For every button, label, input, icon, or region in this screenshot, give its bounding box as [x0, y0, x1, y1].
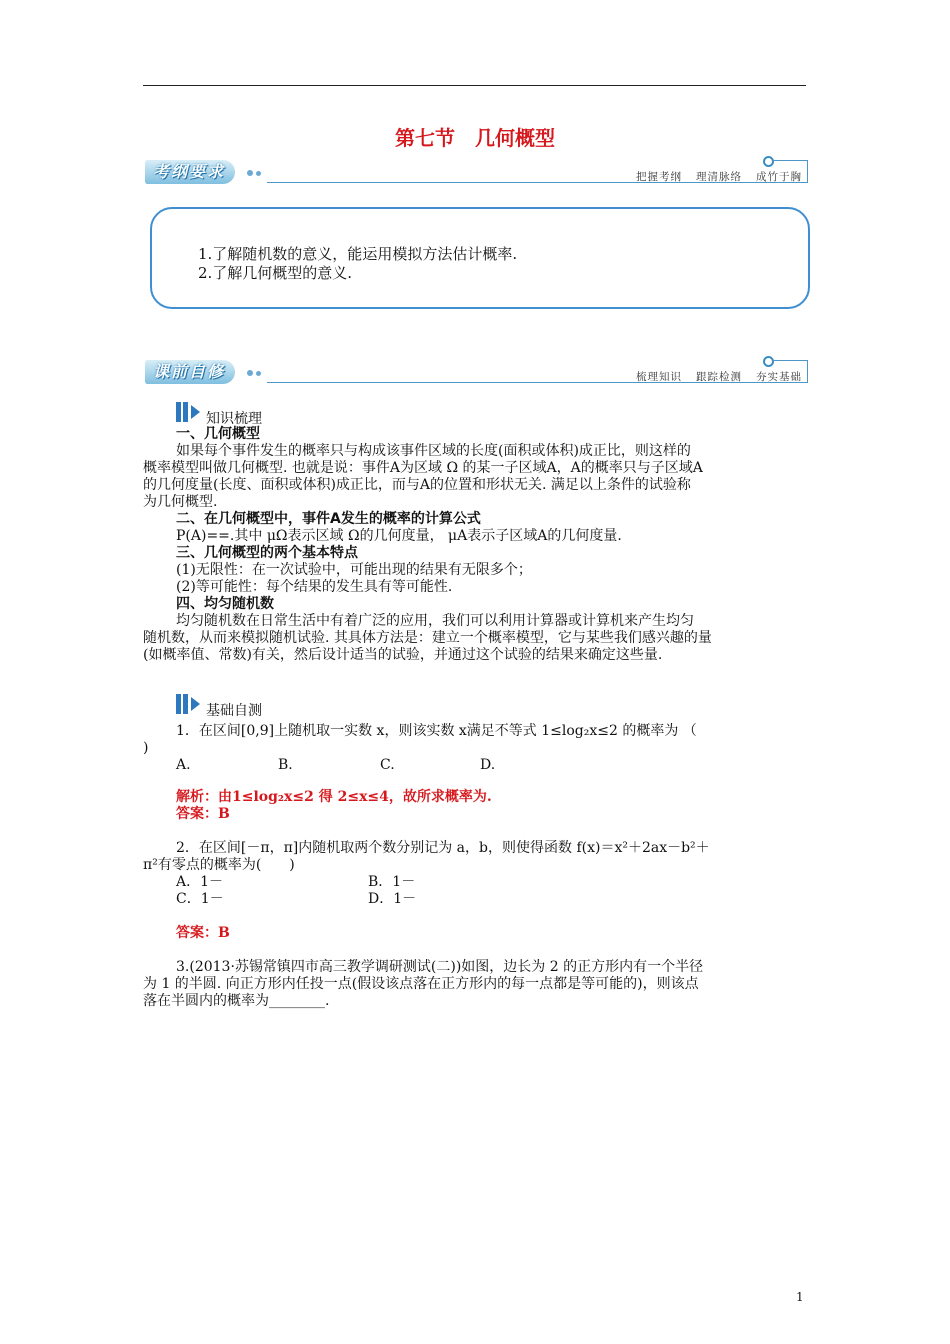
paragraph-line: 如果每个事件发生的概率只与构成该事件区域的长度(面积或体积)成正比，则这样的: [176, 443, 691, 459]
option: C．1－: [176, 891, 224, 907]
q1-analysis: 解析：由1≤log₂x≤2 得 2≤x≤4，故所求概率为.: [176, 789, 492, 805]
option: D．1－: [368, 891, 417, 907]
question-3: 3.(2013·苏锡常镇四市高三教学调研测试(二))如图，边长为 2 的正方形内有一个半径: [176, 959, 704, 975]
paragraph-line: 均匀随机数在日常生活中有着广泛的应用，我们可以利用计算器或计算机来产生均匀: [176, 613, 694, 629]
knowledge-paragraph: [143, 460, 703, 511]
question-2-options: [176, 874, 476, 908]
option: B．1－: [368, 874, 416, 890]
requirement-item: 2.了解几何概型的意义.: [198, 264, 353, 282]
section-title: 二、在几何概型中，事件A发生的概率的计算公式: [176, 511, 481, 527]
question-1-cont: ): [143, 740, 149, 756]
section-marker-icon: [176, 694, 204, 714]
banner-tag: 考纲要求: [145, 160, 235, 184]
knowledge-paragraph: [143, 630, 712, 664]
dots-icon: [247, 370, 267, 378]
q2-answer: 答案：B: [176, 925, 230, 941]
option: A．1－: [176, 874, 224, 890]
question-3-cont: 为 1 的半圆. 向正方形内任投一点(假设该点落在正方形内的每一点都是等可能的)，则该点 落在半圆内的概率为________.: [143, 976, 699, 1009]
ring-icon: [763, 356, 774, 367]
knowledge-section-1: [176, 426, 691, 460]
paragraph-line: 为几何概型.: [143, 494, 218, 510]
section-banner-selfstudy: [143, 356, 810, 390]
paragraph-line: 随机数，从而来模拟随机试验. 其具体方法是：建立一个概率模型，它与某些我们感兴趣的量: [143, 630, 712, 646]
section-title: 四、均匀随机数: [176, 596, 274, 612]
option: A.: [176, 757, 191, 773]
banner-subtitles: 把握考纲 理清脉络 成竹于胸: [636, 171, 802, 183]
paragraph-line: (2)等可能性：每个结果的发生具有等可能性.: [176, 579, 453, 595]
page-number: 1: [796, 1290, 804, 1304]
section-banner-requirements: [143, 156, 810, 190]
requirements-list: [198, 245, 517, 283]
selftest-heading: 基础自测: [176, 694, 262, 714]
option: D.: [480, 757, 496, 773]
formula-line: P(A)==.其中 μΩ表示区域 Ω的几何度量， μA表示子区域A的几何度量.: [176, 528, 622, 544]
knowledge-section-2: [176, 511, 481, 528]
section-title: 一、几何概型: [176, 426, 260, 442]
option: B.: [278, 757, 293, 773]
question-2: 2．在区间[－π，π]内随机取两个数分别记为 a，b，则使得函数 f(x)＝x²＋2ax－b²＋: [176, 840, 710, 856]
page-title: 第七节 几何概型: [395, 126, 555, 150]
question-1: 1．在区间[0,9]上随机取一实数 x，则该实数 x满足不等式 1≤log₂x≤2 的概率为 （: [176, 723, 697, 739]
section-marker-icon: [176, 402, 204, 422]
paragraph-line: (如概率值、常数)有关，然后设计适当的试验，并通过这个试验的结果来确定这些量.: [143, 647, 663, 663]
section-title: 三、几何概型的两个基本特点: [176, 545, 358, 561]
banner-tag: 课前自修: [145, 360, 235, 384]
q1-answer: 答案：B: [176, 806, 230, 822]
paragraph-line: (1)无限性：在一次试验中，可能出现的结果有无限多个；: [176, 562, 532, 578]
ring-icon: [763, 156, 774, 167]
paragraph-line: 的几何度量(长度、面积或体积)成正比，而与A的位置和形状无关. 满足以上条件的试验称: [143, 477, 691, 493]
banner-subtitles: 梳理知识 跟踪检测 夯实基础: [636, 371, 802, 383]
dots-icon: [247, 170, 267, 178]
knowledge-section-3: [176, 545, 694, 630]
paragraph-line: 概率模型叫做几何概型. 也就是说：事件A为区域 Ω 的某一子区域A，A的概率只与子区域A: [143, 460, 703, 476]
knowledge-heading: 知识梳理: [176, 402, 262, 422]
requirement-item: 1.了解随机数的意义，能运用模拟方法估计概率.: [198, 245, 518, 263]
header-rule: [143, 85, 806, 86]
option: C.: [380, 757, 395, 773]
question-2-cont: π²有零点的概率为( ): [143, 857, 295, 873]
